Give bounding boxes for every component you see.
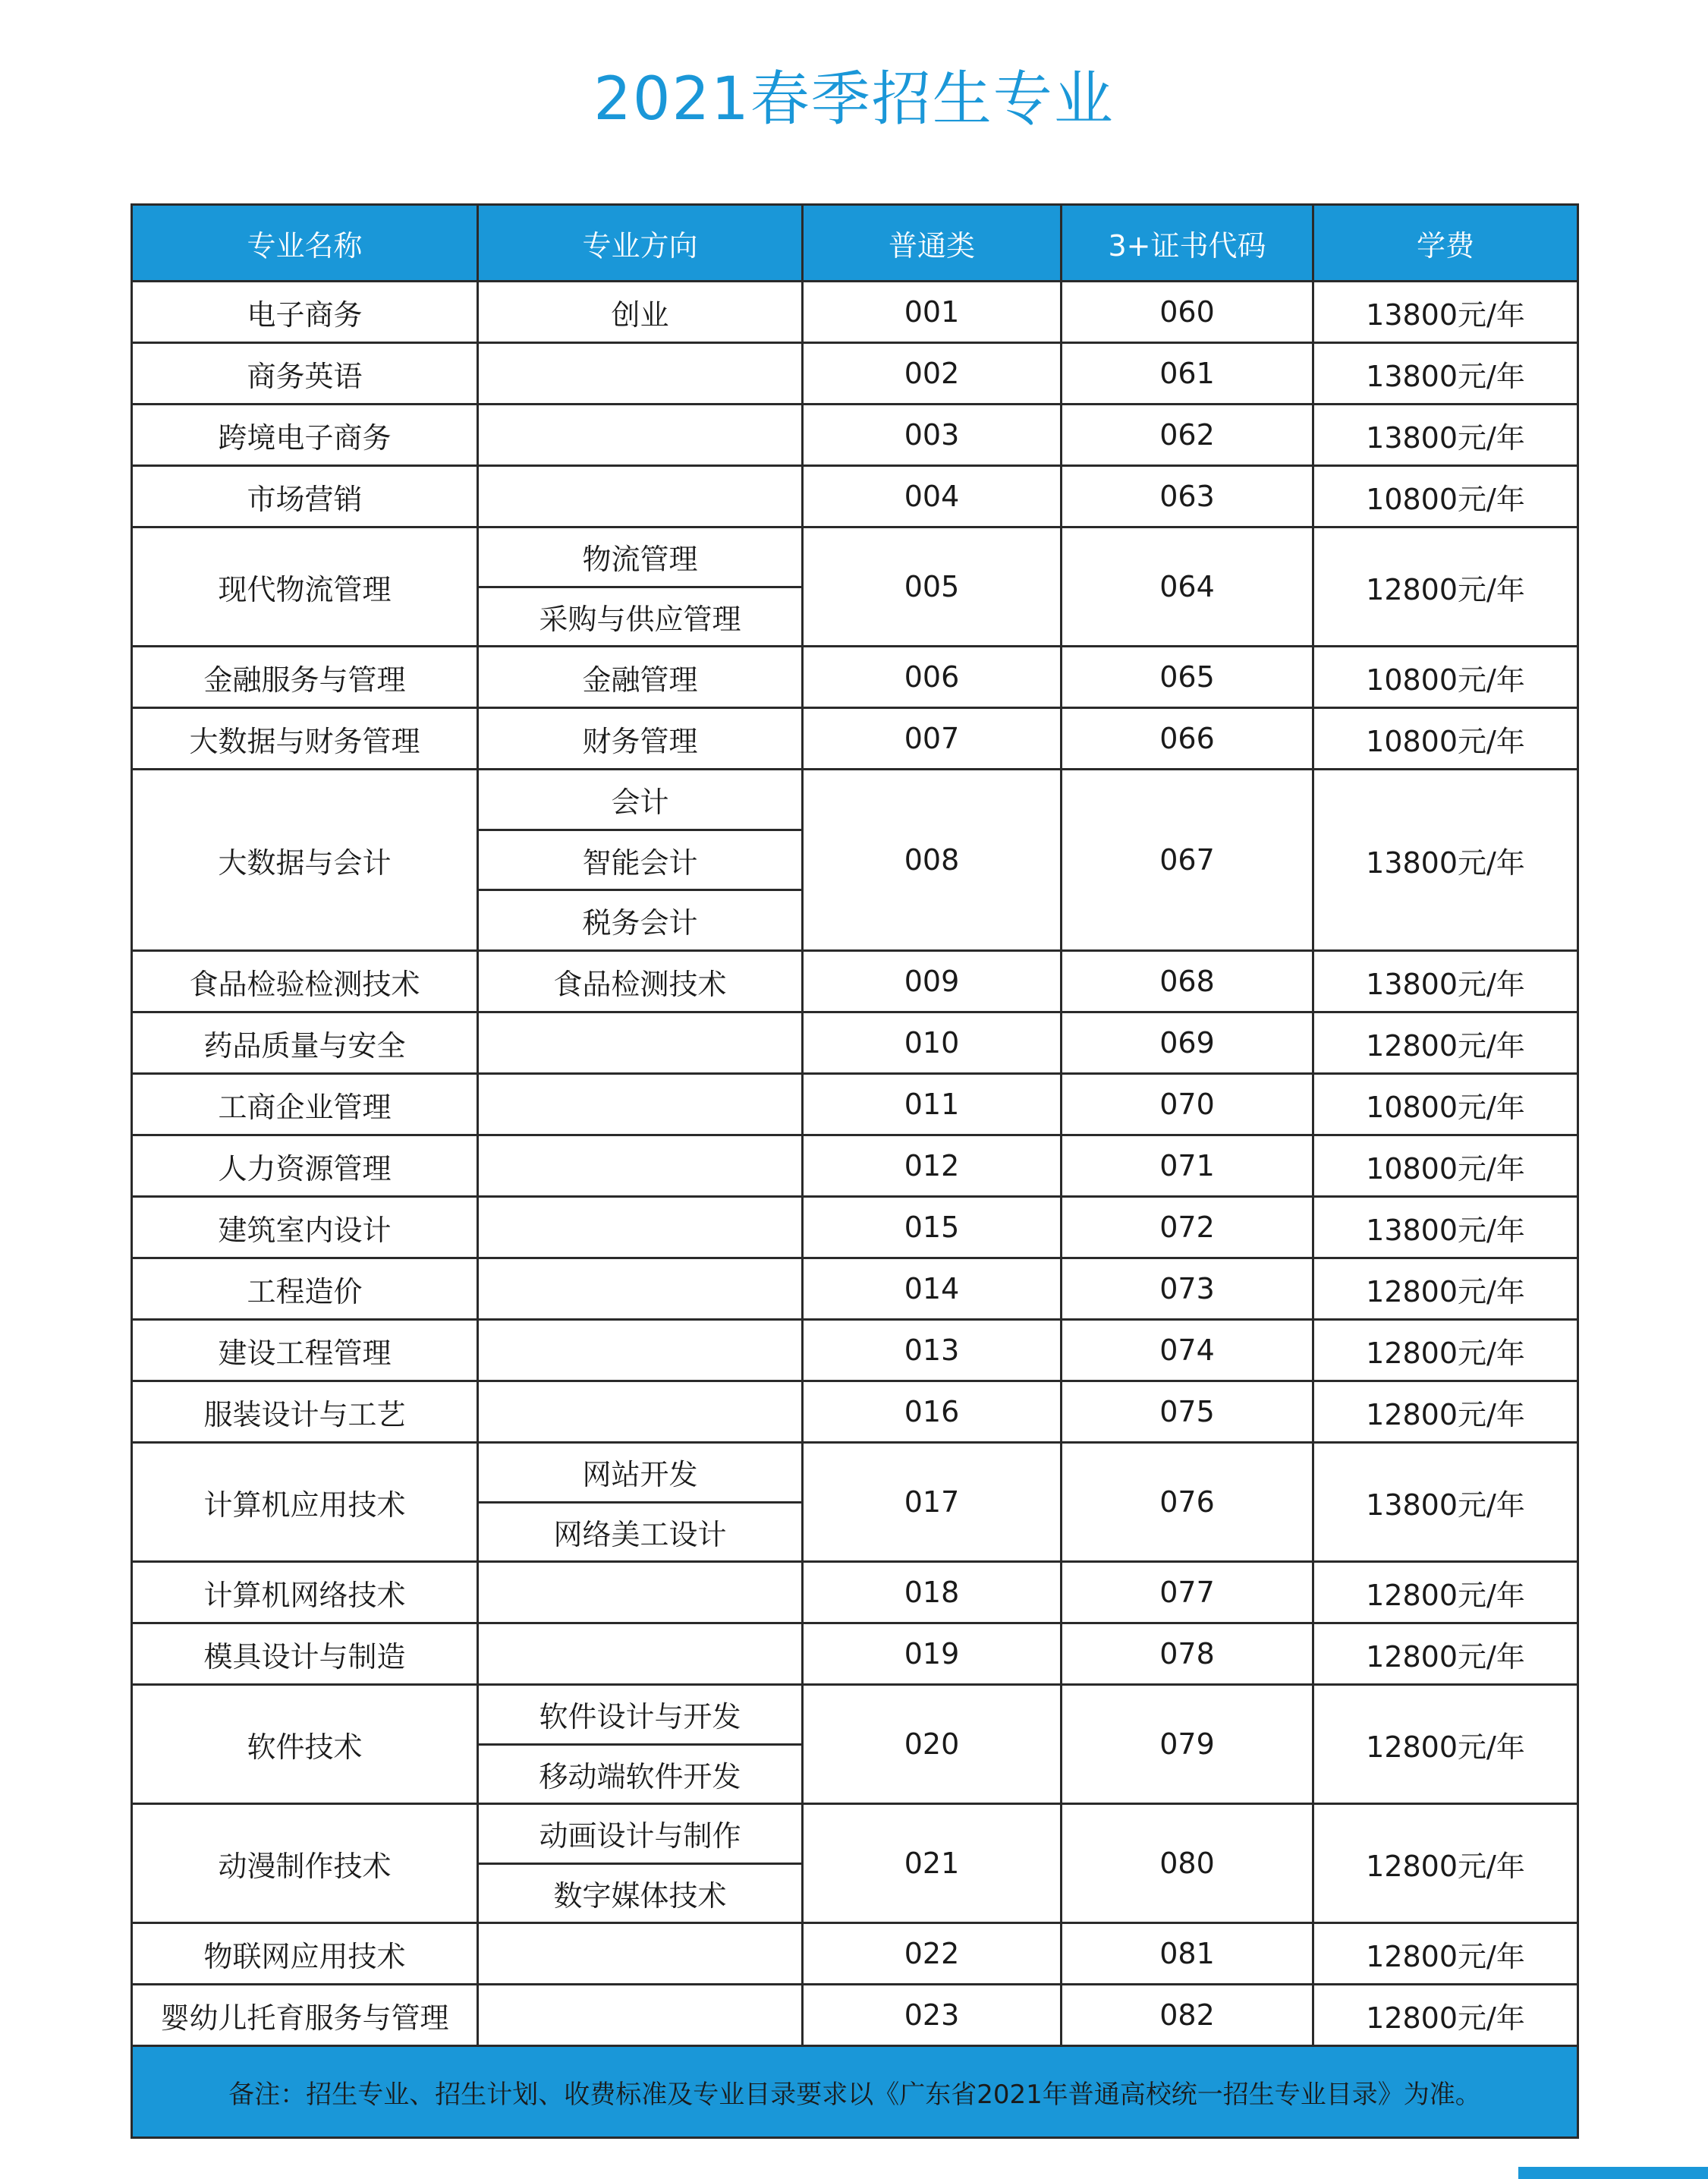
cert-code-cell: 070 — [1062, 1074, 1313, 1135]
direction-cell — [478, 951, 803, 1012]
table-row — [132, 1320, 1578, 1381]
direction-item: 数字媒体技术 — [479, 1863, 801, 1922]
cert-code-cell: 079 — [1062, 1685, 1313, 1804]
cert-code-cell: 077 — [1062, 1562, 1313, 1623]
major-name-cell: 建设工程管理 — [132, 1320, 478, 1381]
table-row — [132, 708, 1578, 770]
table-row — [132, 1985, 1578, 2046]
major-name-cell: 动漫制作技术 — [132, 1804, 478, 1923]
major-name-cell: 软件技术 — [132, 1685, 478, 1804]
general-code-cell: 001 — [803, 282, 1062, 343]
general-code-cell: 018 — [803, 1562, 1062, 1623]
cert-code-cell: 072 — [1062, 1197, 1313, 1258]
header-direction: 专业方向 — [478, 205, 803, 282]
table-row — [132, 647, 1578, 708]
direction-cell — [478, 1135, 803, 1197]
table-row — [132, 282, 1578, 343]
direction-cell — [478, 527, 803, 647]
tuition-cell: 13800元/年 — [1313, 405, 1578, 466]
major-name-cell: 食品检验检测技术 — [132, 951, 478, 1012]
table-row — [132, 951, 1578, 1012]
cert-code-cell: 061 — [1062, 343, 1313, 405]
direction-item: 采购与供应管理 — [479, 586, 801, 646]
table-row — [132, 1562, 1578, 1623]
direction-cell — [478, 343, 803, 405]
general-code-cell: 017 — [803, 1443, 1062, 1562]
direction-cell — [478, 1562, 803, 1623]
cert-code-cell: 063 — [1062, 466, 1313, 527]
direction-item: 智能会计 — [479, 829, 801, 890]
major-name-cell: 现代物流管理 — [132, 527, 478, 647]
tuition-cell: 10800元/年 — [1313, 1135, 1578, 1197]
general-code-cell: 005 — [803, 527, 1062, 647]
tuition-cell: 10800元/年 — [1313, 647, 1578, 708]
direction-item: 财务管理 — [582, 724, 698, 758]
table-header-row — [132, 205, 1578, 282]
cert-code-cell: 074 — [1062, 1320, 1313, 1381]
table-row — [132, 1443, 1578, 1562]
table-row — [132, 1074, 1578, 1135]
header-major-name: 专业名称 — [132, 205, 478, 282]
major-name-cell: 模具设计与制造 — [132, 1623, 478, 1685]
major-name-cell: 物联网应用技术 — [132, 1923, 478, 1985]
table-row — [132, 1381, 1578, 1443]
cert-code-cell: 069 — [1062, 1012, 1313, 1074]
tuition-cell: 13800元/年 — [1313, 282, 1578, 343]
tuition-cell: 12800元/年 — [1313, 1012, 1578, 1074]
tuition-cell: 12800元/年 — [1313, 1685, 1578, 1804]
direction-cell — [478, 1258, 803, 1320]
direction-cell — [478, 1804, 803, 1923]
note-text: 备注：招生专业、招生计划、收费标准及专业目录要求以《广东省2021年普通高校统一招生专业目录》为准。 — [132, 2046, 1578, 2138]
table-row — [132, 343, 1578, 405]
table-row — [132, 1258, 1578, 1320]
direction-cell — [478, 1197, 803, 1258]
table-row — [132, 1685, 1578, 1804]
major-name-cell: 建筑室内设计 — [132, 1197, 478, 1258]
major-name-cell: 商务英语 — [132, 343, 478, 405]
header-cert-code: 3+证书代码 — [1062, 205, 1313, 282]
direction-item: 移动端软件开发 — [479, 1743, 801, 1803]
direction-item: 食品检测技术 — [553, 967, 727, 1001]
tuition-cell: 12800元/年 — [1313, 1320, 1578, 1381]
general-code-cell: 016 — [803, 1381, 1062, 1443]
direction-item: 动画设计与制作 — [539, 1819, 741, 1853]
general-code-cell: 019 — [803, 1623, 1062, 1685]
major-name-cell: 市场营销 — [132, 466, 478, 527]
major-name-cell: 药品质量与安全 — [132, 1012, 478, 1074]
cert-code-cell: 060 — [1062, 282, 1313, 343]
direction-cell — [478, 466, 803, 527]
general-code-cell: 012 — [803, 1135, 1062, 1197]
header-tuition: 学费 — [1313, 205, 1578, 282]
cert-code-cell: 071 — [1062, 1135, 1313, 1197]
table-body — [132, 282, 1578, 2046]
table-row — [132, 527, 1578, 647]
general-code-cell: 011 — [803, 1074, 1062, 1135]
cert-code-cell: 076 — [1062, 1443, 1313, 1562]
table-row — [132, 466, 1578, 527]
table-row — [132, 1197, 1578, 1258]
cert-code-cell: 068 — [1062, 951, 1313, 1012]
table-row — [132, 1804, 1578, 1923]
direction-item: 金融管理 — [582, 663, 698, 697]
general-code-cell: 006 — [803, 647, 1062, 708]
direction-item: 税务会计 — [479, 889, 801, 949]
direction-item: 网络美工设计 — [479, 1501, 801, 1561]
direction-cell — [478, 405, 803, 466]
majors-table — [131, 203, 1579, 2139]
general-code-cell: 008 — [803, 770, 1062, 951]
cert-code-cell: 082 — [1062, 1985, 1313, 2046]
major-name-cell: 服装设计与工艺 — [132, 1381, 478, 1443]
general-code-cell: 010 — [803, 1012, 1062, 1074]
tuition-cell: 10800元/年 — [1313, 1074, 1578, 1135]
tuition-cell: 12800元/年 — [1313, 1562, 1578, 1623]
major-name-cell: 计算机应用技术 — [132, 1443, 478, 1562]
general-code-cell: 023 — [803, 1985, 1062, 2046]
direction-cell — [478, 1320, 803, 1381]
note-row — [132, 2046, 1578, 2138]
direction-item: 创业 — [611, 298, 669, 332]
cert-code-cell: 067 — [1062, 770, 1313, 951]
major-name-cell: 工程造价 — [132, 1258, 478, 1320]
page-title: 2021春季招生专业 — [593, 65, 1115, 134]
direction-cell — [478, 1074, 803, 1135]
tuition-cell: 13800元/年 — [1313, 951, 1578, 1012]
major-name-cell: 大数据与会计 — [132, 770, 478, 951]
table-row — [132, 1923, 1578, 1985]
direction-item: 物流管理 — [582, 543, 698, 577]
direction-item: 网站开发 — [582, 1458, 698, 1492]
major-name-cell: 人力资源管理 — [132, 1135, 478, 1197]
table-row — [132, 1012, 1578, 1074]
general-code-cell: 022 — [803, 1923, 1062, 1985]
header-general-code: 普通类 — [803, 205, 1062, 282]
direction-item: 会计 — [611, 785, 669, 819]
tuition-cell: 13800元/年 — [1313, 1197, 1578, 1258]
cert-code-cell: 075 — [1062, 1381, 1313, 1443]
general-code-cell: 002 — [803, 343, 1062, 405]
tuition-cell: 12800元/年 — [1313, 527, 1578, 647]
general-code-cell: 013 — [803, 1320, 1062, 1381]
direction-cell — [478, 770, 803, 951]
major-name-cell: 金融服务与管理 — [132, 647, 478, 708]
tuition-cell: 10800元/年 — [1313, 708, 1578, 770]
major-name-cell: 计算机网络技术 — [132, 1562, 478, 1623]
tuition-cell: 13800元/年 — [1313, 343, 1578, 405]
general-code-cell: 004 — [803, 466, 1062, 527]
tuition-cell: 12800元/年 — [1313, 1985, 1578, 2046]
major-name-cell: 婴幼儿托育服务与管理 — [132, 1985, 478, 2046]
cert-code-cell: 065 — [1062, 647, 1313, 708]
general-code-cell: 003 — [803, 405, 1062, 466]
major-name-cell: 大数据与财务管理 — [132, 708, 478, 770]
tuition-cell: 12800元/年 — [1313, 1258, 1578, 1320]
direction-cell — [478, 647, 803, 708]
cert-code-cell: 073 — [1062, 1258, 1313, 1320]
general-code-cell: 009 — [803, 951, 1062, 1012]
tuition-cell: 13800元/年 — [1313, 1443, 1578, 1562]
cert-code-cell: 066 — [1062, 708, 1313, 770]
cert-code-cell: 064 — [1062, 527, 1313, 647]
direction-cell — [478, 1623, 803, 1685]
cert-code-cell: 081 — [1062, 1923, 1313, 1985]
direction-item: 软件设计与开发 — [539, 1700, 741, 1734]
major-name-cell: 跨境电子商务 — [132, 405, 478, 466]
cert-code-cell: 078 — [1062, 1623, 1313, 1685]
cert-code-cell: 062 — [1062, 405, 1313, 466]
general-code-cell: 015 — [803, 1197, 1062, 1258]
tuition-cell: 12800元/年 — [1313, 1804, 1578, 1923]
general-code-cell: 007 — [803, 708, 1062, 770]
table-row — [132, 1135, 1578, 1197]
direction-cell — [478, 1685, 803, 1804]
direction-cell — [478, 1985, 803, 2046]
direction-cell — [478, 282, 803, 343]
direction-cell — [478, 1923, 803, 1985]
direction-cell — [478, 708, 803, 770]
tuition-cell: 13800元/年 — [1313, 770, 1578, 951]
table-row — [132, 1623, 1578, 1685]
cert-code-cell: 080 — [1062, 1804, 1313, 1923]
general-code-cell: 020 — [803, 1685, 1062, 1804]
direction-cell — [478, 1443, 803, 1562]
table-row — [132, 770, 1578, 951]
general-code-cell: 014 — [803, 1258, 1062, 1320]
direction-cell — [478, 1381, 803, 1443]
tuition-cell: 12800元/年 — [1313, 1623, 1578, 1685]
direction-cell — [478, 1012, 803, 1074]
tuition-cell: 10800元/年 — [1313, 466, 1578, 527]
general-code-cell: 021 — [803, 1804, 1062, 1923]
major-name-cell: 电子商务 — [132, 282, 478, 343]
major-name-cell: 工商企业管理 — [132, 1074, 478, 1135]
tuition-cell: 12800元/年 — [1313, 1923, 1578, 1985]
table-row — [132, 405, 1578, 466]
decorative-strip — [1518, 2167, 1708, 2179]
tuition-cell: 12800元/年 — [1313, 1381, 1578, 1443]
